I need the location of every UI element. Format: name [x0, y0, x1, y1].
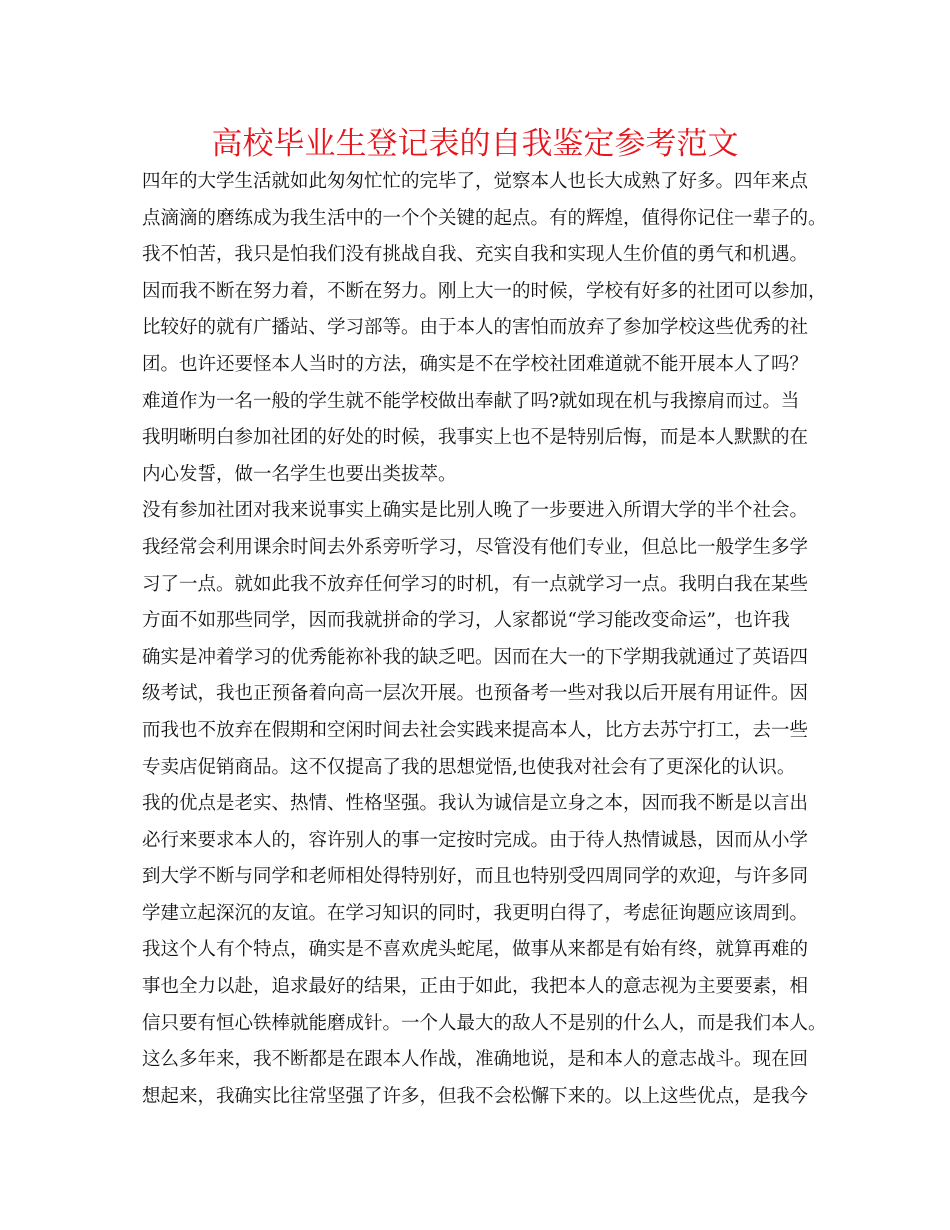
body-line: 这么多年来，我不断都是在跟本人作战，准确地说，是和本人的意志战斗。现在回: [142, 1049, 809, 1071]
body-line: 习了一点。就如此我不放弃任何学习的时机，有一点就学习一点。我明白我在某些: [142, 573, 809, 595]
body-line: 确实是冲着学习的优秀能祢补我的缺乏吧。因而在大一的下学期我就通过了英语四: [142, 646, 809, 668]
body-line: 四年的大学生活就如此匆匆忙忙的完毕了，觉察本人也长大成熟了好多。四年来点: [142, 171, 809, 192]
document-body: [142, 164, 832, 1115]
body-line: 而我也不放弃在假期和空闲时间去社会实践来提高本人，比方去苏宁打工，去一些: [142, 719, 809, 741]
body-line: 必行来要求本人的，容许别人的事一定按时完成。由于待人热情诚恳，因而从小学: [142, 829, 809, 851]
body-line: 难道作为一名一般的学生就不能学校做出奉献了吗?就如现在机与我擦肩而过。当: [142, 390, 800, 412]
body-line: 团。也许还要怪本人当时的方法，确实是不在学校社团难道就不能开展本人了吗？: [142, 353, 809, 375]
body-line: 没有参加社团对我来说事实上确实是比别人晚了一步要进入所谓大学的半个社会。: [142, 500, 809, 522]
body-line: 我经常会利用课余时间去外系旁听学习，尽管没有他们专业，但总比一般学生多学: [142, 536, 809, 558]
body-line: 比较好的就有广播站、学习部等。由于本人的害怕而放弃了参加学校这些优秀的社: [142, 317, 809, 339]
body-line: 我这个人有个特点，确实是不喜欢虎头蛇尾，做事从来都是有始有终，就算再难的: [142, 939, 809, 961]
body-line: 我的优点是老实、热情、性格坚强。我认为诚信是立身之本，因而我不断是以言出: [142, 793, 809, 815]
body-line: 专卖店促销商品。这不仅提高了我的思想觉悟,也使我对社会有了更深化的认识。: [142, 756, 796, 778]
body-line: 我明晰明白参加社团的好处的时候，我事实上也不是特别后悔，而是本人默默的在: [142, 427, 809, 449]
body-line: 方面不如那些同学，因而我就拼命的学习，人家都说“学习能改变命运”，也许我: [142, 610, 790, 632]
body-line: 学建立起深沉的友谊。在学习知识的同时，我更明白得了，考虑征询题应该周到。: [142, 902, 809, 924]
body-line: 我不怕苦，我只是怕我们没有挑战自我、充实自我和实现人生价值的勇气和机遇。: [142, 244, 809, 266]
body-line: 因而我不断在努力着，不断在努力。刚上大一的时候，学校有好多的社团可以参加，: [142, 280, 827, 302]
body-line: 级考试，我也正预备着向高一层次开展。也预备考一些对我以后开展有用证件。因: [142, 683, 809, 705]
body-line: 信只要有恒心铁棒就能磨成针。一个人最大的敌人不是别的什么人，而是我们本人。: [142, 1012, 827, 1034]
body-line: 到大学不断与同学和老师相处得特别好，而且也特别受四周同学的欢迎，与许多同: [142, 866, 809, 888]
body-line: 点滴滴的磨练成为我生活中的一个个关键的起点。有的辉煌，值得你记住一辈子的。: [142, 207, 827, 229]
body-line: 事也全力以赴，追求最好的结果，正由于如此，我把本人的意志视为主要要素，相: [142, 976, 809, 998]
document-title: 高校毕业生登记表的自我鉴定参考范文: [211, 126, 739, 162]
body-line: 想起来，我确实比往常坚强了许多，但我不会松懈下来的。以上这些优点，是我今: [142, 1085, 809, 1107]
body-line: 内心发誓，做一名学生也要出类拔萃。: [142, 463, 457, 485]
